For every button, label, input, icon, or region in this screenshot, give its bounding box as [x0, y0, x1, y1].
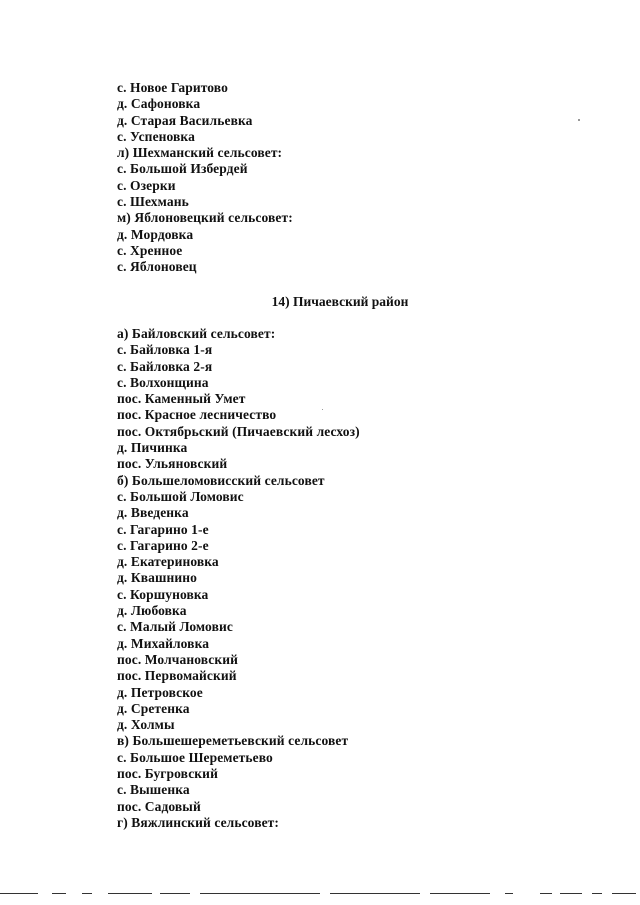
- list-item: пос. Садовый: [117, 798, 201, 814]
- list-item: д. Холмы: [117, 717, 175, 733]
- list-item: пос. Октябрьский (Пичаевский лесхоз): [117, 423, 360, 439]
- scan-speck: [578, 119, 580, 121]
- list-item: д. Петровское: [117, 684, 203, 700]
- list-item: с. Большой Избердей: [117, 161, 248, 177]
- list-item: с. Гагарино 2-е: [117, 537, 209, 553]
- list-item: д. Пичинка: [117, 440, 188, 456]
- list-item: д. Мордовка: [117, 226, 194, 242]
- list-item: пос. Красное лесничество: [117, 407, 277, 423]
- list-item: с. Гагарино 1-е: [117, 521, 209, 537]
- list-item: д. Введенка: [117, 505, 189, 521]
- list-item: с. Хренное: [117, 242, 183, 258]
- list-item: с. Большое Шереметьево: [117, 749, 273, 765]
- list-item: с. Озерки: [117, 177, 176, 193]
- list-item: д. Михайловка: [117, 635, 210, 651]
- list-item: с. Байловка 1-я: [117, 342, 213, 358]
- council-heading: а) Байловский сельсовет:: [117, 326, 276, 341]
- list-item: с. Волхонщина: [117, 374, 209, 390]
- council-heading: б) Большеломовисский сельсовет: [117, 472, 325, 488]
- council-heading: в) Большешереметьевский сельсовет: [117, 733, 349, 749]
- list-item: с. Коршуновка: [117, 586, 209, 602]
- list-item: пос. Бугровский: [117, 766, 218, 782]
- list-item: пос. Первомайский: [117, 668, 237, 684]
- list-item: с. Байловка 2-я: [117, 358, 213, 374]
- district-heading: 14) Пичаевский район: [271, 294, 409, 309]
- list-item: с. Вышенка: [117, 782, 190, 798]
- list-item: д. Сретенка: [117, 700, 190, 716]
- list-item: с. Малый Ломовис: [117, 619, 233, 635]
- scan-speck: [322, 409, 323, 410]
- list-item: с. Шехмань: [117, 194, 189, 210]
- list-item: д. Старая Васильевка: [117, 112, 253, 128]
- settlement-list-top: [117, 80, 597, 276]
- list-item: пос. Каменный Умет: [117, 391, 246, 407]
- list-item: д. Екатериновка: [117, 554, 219, 570]
- list-item: с. Новое Гаритово: [117, 80, 228, 95]
- list-item: д. Сафоновка: [117, 96, 201, 112]
- list-item: пос. Ульяновский: [117, 456, 228, 472]
- settlement-list-bottom: [117, 326, 597, 831]
- list-item: с. Яблоновец: [117, 259, 197, 275]
- council-heading: г) Вяжлинский сельсовет:: [117, 814, 280, 830]
- scan-edge-artifact: [0, 893, 640, 896]
- list-item: д. Квашнино: [117, 570, 197, 586]
- list-item: пос. Молчановский: [117, 651, 239, 667]
- list-item: с. Успеновка: [117, 128, 195, 144]
- council-heading: л) Шехманский сельсовет:: [117, 145, 283, 161]
- list-item: д. Любовка: [117, 603, 187, 619]
- list-item: с. Большой Ломовис: [117, 488, 244, 504]
- council-heading: м) Яблоновецкий сельсовет:: [117, 210, 293, 226]
